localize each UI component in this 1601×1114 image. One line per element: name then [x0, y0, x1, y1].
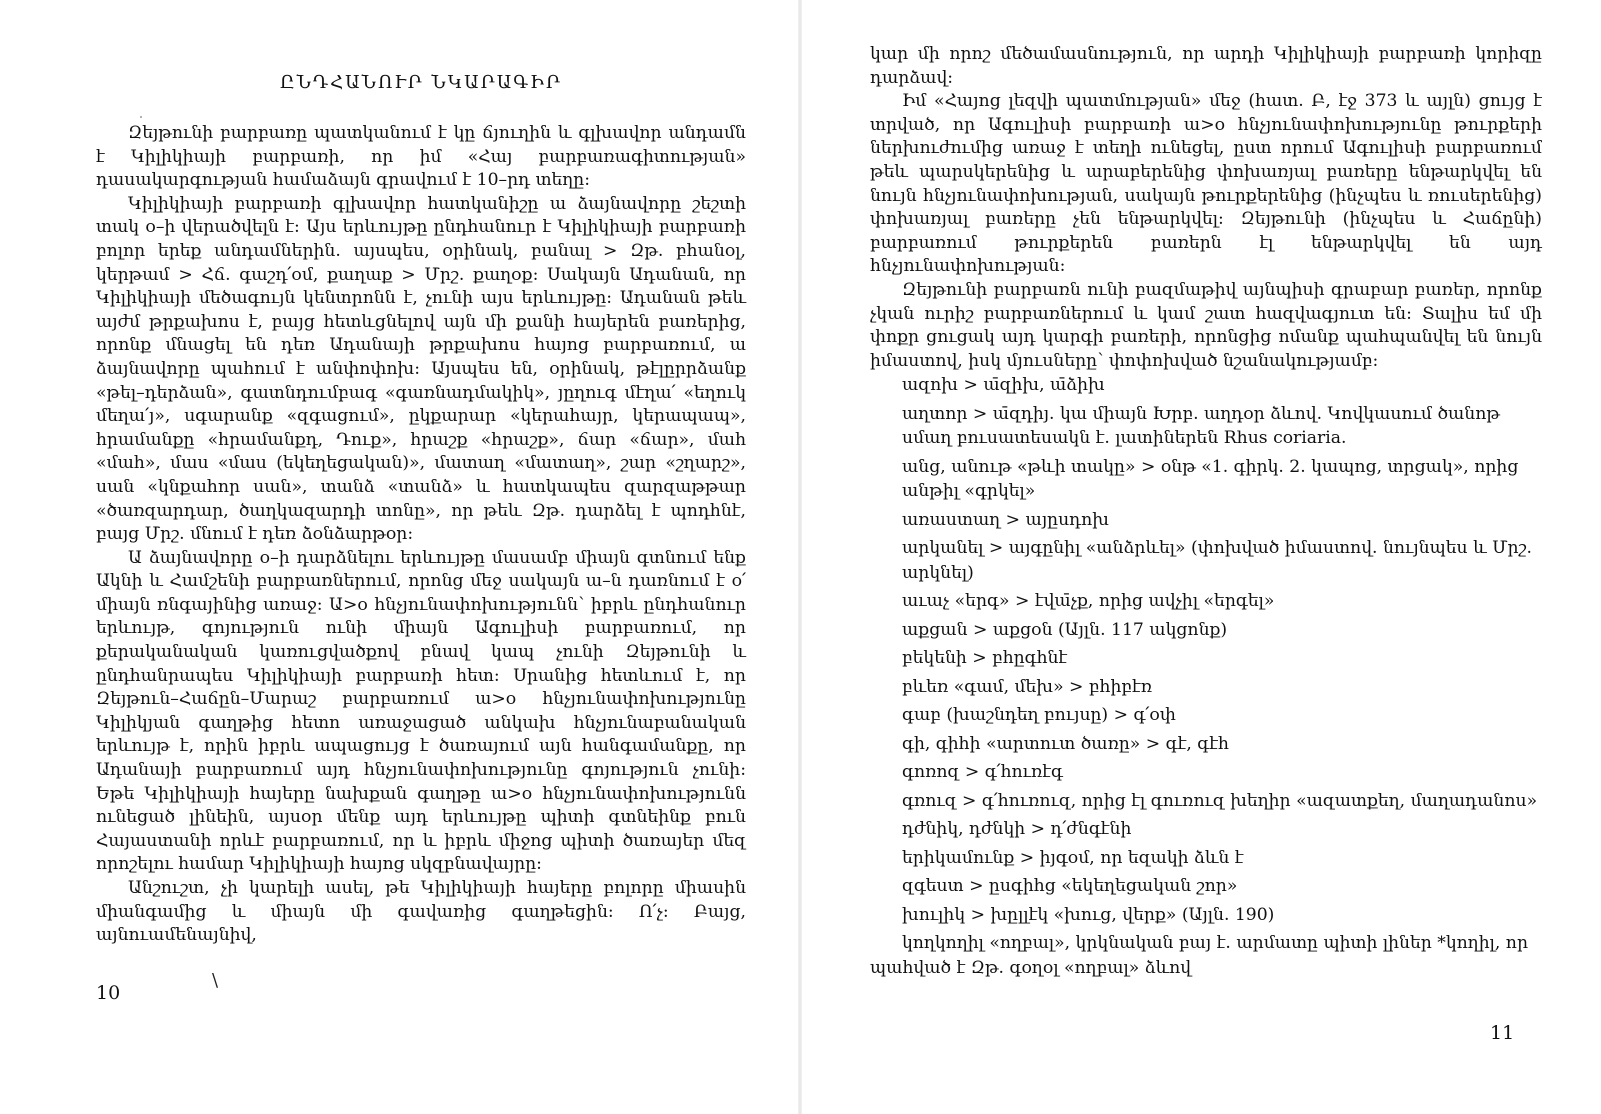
word-entry: գոռոզ > գ՛հուռէգ: [902, 762, 1063, 783]
word-entry: երիկամունք > իյգօմ, որ եզակի ձևն է: [902, 847, 1244, 868]
right-column: [870, 43, 1542, 984]
paragraph: Ա ձայնավորը օ–ի դարձնելու երևույթը մասամբ միայն գտնում ենք Ակնի և Համշենի բարբառներում, որոնց մեջ սակայն ա–ն դառնում է օ՛ միայն ռնգայինից առաջ: Ա>օ հնչյունափոխությունն՝ իբրև ընդհանուր երևույթ, գոյություն ունի միայն Ագուլիսի բարբառում, որ քերականական կառուցվածքով բնավ կապ չունի Զեյթունի և ընդհանրապես Կիլիկիայի բարբառի հետ: Սրանից հետևում է, որ Զեյթուն–Հաճըն–Մարաշ բարբառում ա>օ հնչյունափոխությունը Կիլիկյան գաղթից հետո առաջացած անկախ հնչյունաբանական երևույթ է, որին իբրև ապացույց է ծառայում այն հանգամանքը, որ Ադանայի բարբառում այդ հնչյունափոխությունը գոյություն չունի: Եթե Կիլիկիայի հայերը նախքան գաղթը ա>օ հնչյունափոխությունն ունեցած լինեին, այսօր մենք այդ երևույթը պիտի գտնեինք բուն Հայաստանի որևէ բարբառում, որ և իբրև միջոց պիտի ծառայեր մեզ որոշելու համար Կիլիկիայի հայոց սկզբնավայրը:: [96, 547, 746, 875]
paragraph: Զեյթունի բարբառը պատկանում է կը ճյուղին և գլխավոր անդամն է Կիլիկիայի բարբառի, որ իմ «Հայ բարբառագիտության» դասակարգության համաձայն գրավում է 10–րդ տեղը:: [96, 123, 746, 191]
word-entry: առաստաղ > այըսդոխ: [902, 509, 1109, 530]
word-entry: զգեստ > ըսգիհց «եկեղեցական շոր»: [902, 876, 1238, 897]
chapter-title: ԸՆԴՀԱՆՈՒՐ ՆԿԱՐԱԳԻՐ: [280, 72, 562, 93]
word-entry: գաբ (խաշնդեղ բույսը) > գ՛օփ: [902, 705, 1176, 726]
left-page: [0, 0, 800, 1114]
word-entry: բեկենի > բհըգհնէ: [902, 648, 1068, 669]
stray-mark: \: [212, 970, 219, 991]
word-entry: աղտոր > ա̄զդիյ. կա միայն Խրբ. աղդօր ձևով. Կովկասում ծանոթ սմաղ բուսատեսակն է. լատիներեն Rhus coriaria.: [902, 403, 1500, 449]
paragraph: Զեյթունի բարբառն ունի բազմաթիվ այնպիսի գրաբար բառեր, որոնք չկան ուրիշ բարբառներում և կամ շատ հազվագյուտ են: Տալիս եմ մի փոքր ցուցակ այդ կարգի բառերի, որոնցից ոմանք պահպանվել են նույն իմաստով, իսկ մյուսները՝ փոփոխված նշանակությամբ:: [870, 279, 1542, 371]
word-entry: կողկողիլ «ողբալ», կրկնական բայ է. արմատը պիտի լիներ *կողիլ, որ պահված է Զթ. գօղօլ «ողբալ» ձևով: [870, 933, 1529, 978]
word-list: [870, 373, 1542, 980]
left-column: [96, 122, 746, 948]
word-entry: գռուզ > գ՛հուռուզ, որից էլ գուռուզ խեղիր «ազատքեղ, մաղադանոս»: [902, 790, 1538, 811]
continued-text: կար մի որոշ մեծամասնություն, որ արդի Կիլիկիայի բարբառի կորիզը դարձավ:: [870, 44, 1542, 88]
word-entry: ազոխ > ա̄զիխ, ա̄ձիխ: [902, 375, 1105, 396]
page-number: 10: [96, 982, 121, 1004]
word-entry: արկանել > այգընիլ «անձրևել» (փոխված իմաստով. նույնպես և Մրշ. արկնել): [902, 538, 1532, 583]
word-entry: գի, գիհի «արտուտ ծառը» > գէ, գէհ: [902, 733, 1229, 754]
word-entry: դժնիկ, դժնկի > դ՛ժնգէնի: [902, 819, 1132, 840]
word-entry: բևեռ «գամ, մեխ» > բհիբէռ: [902, 676, 1153, 697]
right-page: [800, 0, 1601, 1114]
paragraph: Կիլիկիայի բարբառի գլխավոր հատկանիշը ա ձայնավորը շեշտի տակ օ–ի վերածվելն է: Այս երևույթը ընդհանուր է Կիլիկիայի բարբառի բոլոր երեք անդամներին. այսպես, օրինակ, բանալ > Զթ. բհանօլ, կերթամ > Հճ. գաշդ՛օմ, քաղաք > Մրշ. քաղօք: Սակայն Ադանան, որ Կիլիկիայի մեծագույն կենտրոնն է, չունի այս երևույթը: Ադանան թեև այժմ թրքախոս է, բայց հետևցնելով այն մի քանի հայերեն բառերից, որոնք մնացել են դեռ Ադանայի թրքախոս հայոց բարբառում, ա ձայնավորը պահում է անփոփոխ: Այսպես են, օրինակ, թէլըրրձանք «թել–դերձան», գատնդումբագ «գառնադմակիկ», յըղուգ մէղա՛ «եղուկ մեղա՛յ», սգարանք «զգացում», ըկքարար «կերահայր, կերապապ», հրամանքը «հրամանքդ, Դուք», հրաշք «հրաշք», ճար «ճար», մահ «մահ», մաս «մաս (եկեղեցական)», մատաղ «մատաղ», շար «շղարշ», սան «կնքահոր սան», տանձ «տանձ» և հատկապես զարզաթթար «ծառզարդար, ծաղկազարդի տոնը», որ թեև Զթ. դարձել է պոդհնէ, բայց Մրշ. մնում է դեռ ձօնձարթօր:: [96, 193, 746, 545]
word-entry: աւաչ «երգ» > էվա̄չք, որից ավչիլ «երգել»: [902, 591, 1275, 612]
word-entry: աքցան > աքցօն (Այլն. 117 ակցոնք): [902, 619, 1228, 640]
word-entry: անց, անութ «թևի տակը» > օնթ «1. գիրկ. 2. կապոց, տրցակ», որից անթիլ «գրկել»: [902, 456, 1519, 502]
page-number: 11: [1490, 1022, 1515, 1044]
speck: [140, 116, 142, 118]
paragraph: Իմ «Հայոց լեզվի պատմության» մեջ (հատ. Բ, էջ 373 և այլն) ցույց է տրված, որ Ագուլիսի բարբառի ա>օ հնչյունափոխությունը թուրքերի ներխուժումից առաջ է տեղի ունեցել, ըստ որում Ագուլիսի բարբառում թեև պարսկերենից և արաբերենից փոխառյալ բառերը ենթարկվել են նույն հնչյունափոխության, սակայն թուրքերենից (ինչպես և ռուսերենից) փոխառյալ բառերը չեն ենթարկվել: Զեյթունի (ինչպես և Հաճընի) բարբառում թուրքերեն բառերն էլ ենթարկվել են այդ հնչյունափոխության:: [870, 91, 1542, 277]
word-entry: խուլիկ > խըլլէկ «խուց, վերք» (Այլն. 190): [902, 904, 1275, 925]
paragraph: Անշուշտ, չի կարելի ասել, թե Կիլիկիայի հայերը բոլորը միասին միանգամից և միայն մի գավառից գաղթեցին: Ո՛չ: Բայց, այնուամենայնիվ,: [96, 878, 746, 946]
